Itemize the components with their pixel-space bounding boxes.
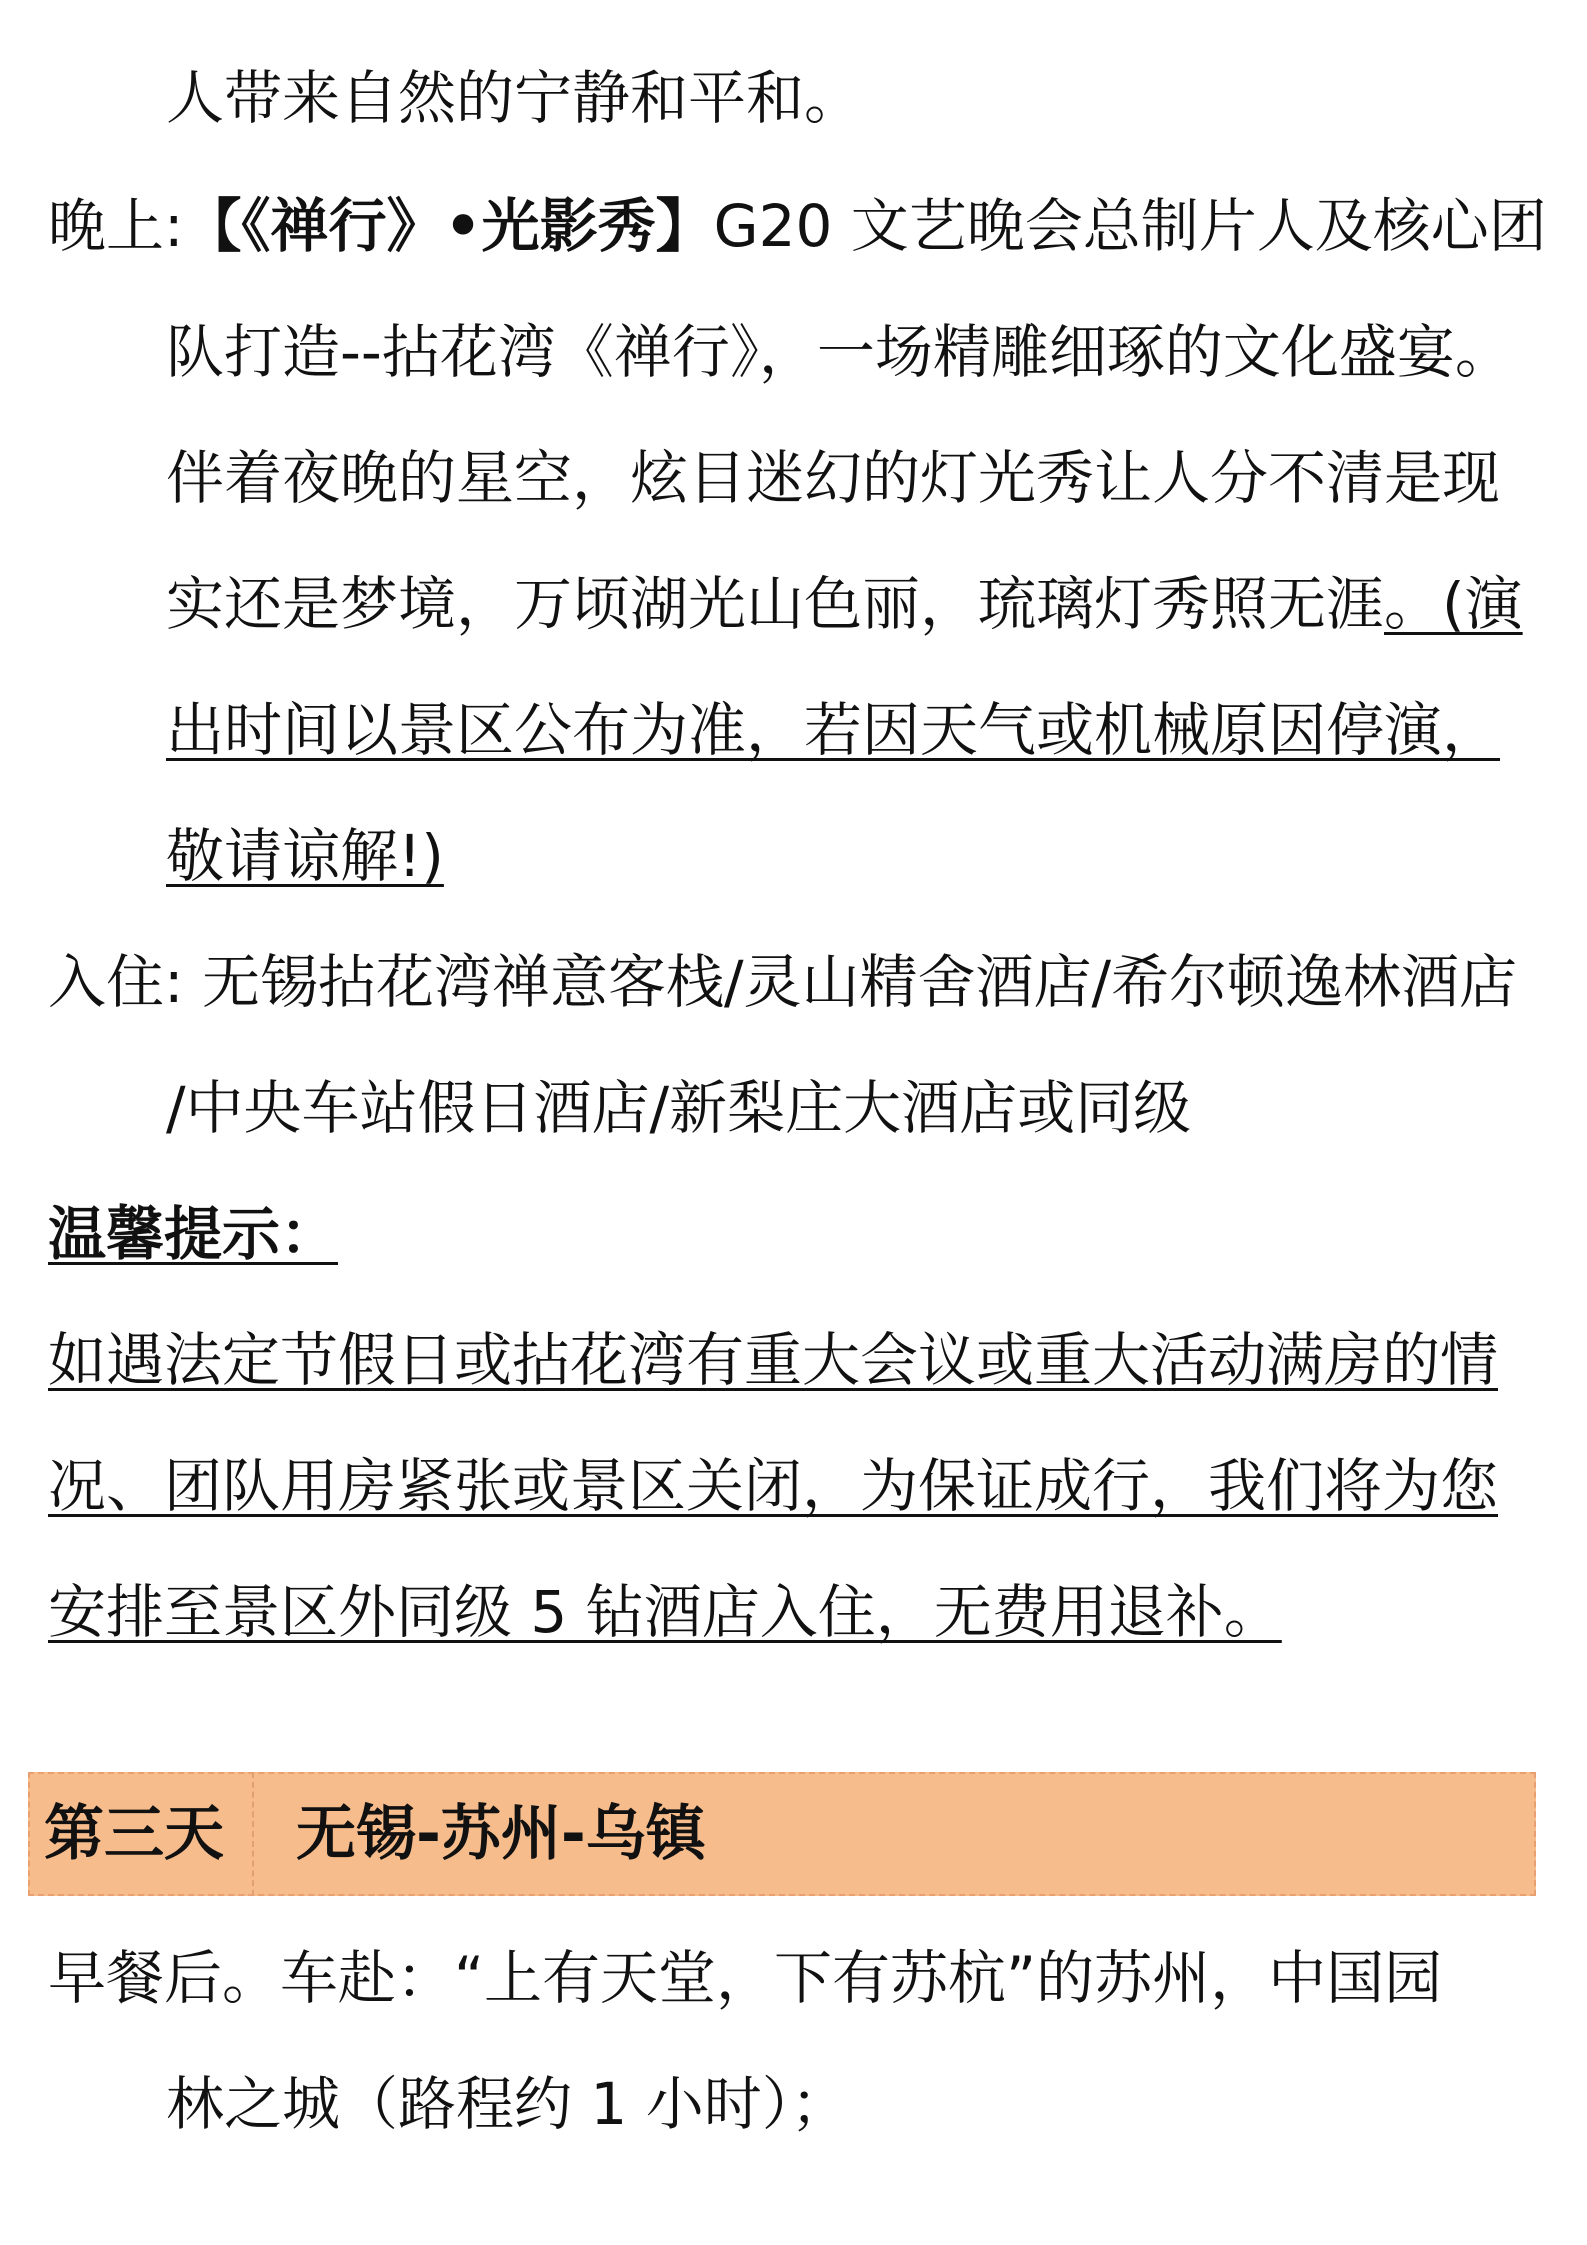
day-header-divider: [252, 1772, 254, 1896]
show-title: 【《禅行》•光影秀】: [183, 192, 714, 260]
tip-line: 如遇法定节假日或拈花湾有重大会议或重大活动满房的情: [48, 1326, 1499, 1394]
accommodation-line: /中央车站假日酒店/新梨庄大酒店或同级: [166, 1074, 1192, 1142]
accommodation-line: 入住: 无锡拈花湾禅意客栈/灵山精舍酒店/希尔顿逸林酒店: [48, 948, 1518, 1016]
evening-paragraph-line: [48, 190, 1547, 262]
underlined-note: 出时间以景区公布为准，若因天气或机械原因停演，: [166, 696, 1501, 764]
day-header-bar: [28, 1772, 1536, 1896]
paragraph-text: 实还是梦境，万顷湖光山色丽，琉璃灯秀照无涯: [166, 570, 1385, 638]
paragraph-line: 林之城（路程约 1 小时）；: [166, 2070, 849, 2138]
paragraph-line: 伴着夜晚的星空，炫目迷幻的灯光秀让人分不清是现: [166, 444, 1501, 512]
tip-title: 温馨提示：: [48, 1200, 339, 1268]
paragraph-line: 队打造--拈花湾《禅行》，一场精雕细琢的文化盛宴。: [166, 318, 1513, 386]
evening-label: 晚上:: [48, 192, 184, 260]
paragraph-line: 早餐后。车赴：“上有天堂，下有苏杭”的苏州，中国园: [48, 1944, 1443, 2012]
paragraph-line: [166, 568, 1523, 640]
evening-text: G20 文艺晚会总制片人及核心团: [713, 192, 1547, 260]
tip-line: 况、团队用房紧张或景区关闭，为保证成行，我们将为您: [48, 1452, 1499, 1520]
underlined-note: 敬请谅解!): [166, 822, 444, 890]
paragraph-line: 人带来自然的宁静和平和。: [166, 64, 863, 132]
underlined-note: 。(演: [1384, 570, 1523, 638]
day-route: 无锡-苏州-乌镇: [296, 1799, 706, 1869]
day-number: 第三天: [44, 1799, 224, 1869]
tip-line: 安排至景区外同级 5 钻酒店入住，无费用退补。: [48, 1578, 1282, 1646]
